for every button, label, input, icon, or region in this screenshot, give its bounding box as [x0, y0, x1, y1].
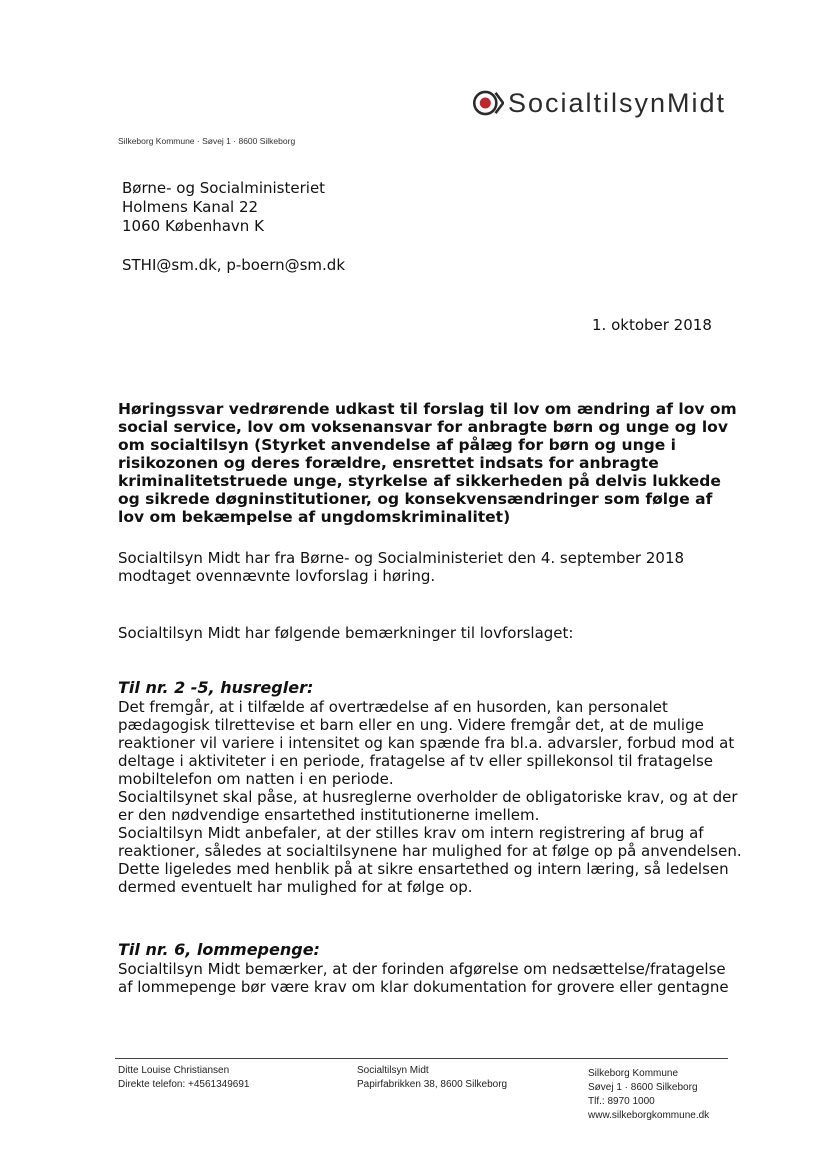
recipient-line: Børne- og Socialministeriet	[122, 179, 326, 197]
recipient-line: 1060 København K	[122, 217, 264, 235]
lead-in-paragraph: Socialtilsyn Midt har følgende bemærkninger til lovforslaget:	[118, 624, 574, 642]
footer-line: Silkeborg Kommune	[588, 1068, 679, 1079]
body-line: mobiltelefon om natten i en periode.	[118, 770, 394, 788]
body-line: deltage i aktiviteter i en periode, fratagelse af tv eller spillekonsol til fratagelse	[118, 752, 713, 770]
section-body	[118, 698, 743, 896]
socialtilsyn-logo-mark-icon	[470, 86, 504, 120]
section-heading: Til nr. 6, lommepenge:	[118, 940, 320, 959]
body-line: reaktioner vil variere i intensitet og kan spænde fra bl.a. advarsler, forbud mod at	[118, 734, 735, 752]
body-line: Socialtilsynet skal påse, at husreglerne overholder de obligatoriske krav, og at der	[118, 788, 738, 806]
body-line: dermed eventuelt har mulighed for at følge op.	[118, 878, 473, 896]
recipient-address	[122, 179, 325, 236]
intro-paragraph: Socialtilsyn Midt har fra Børne- og Socialministeriet den 4. september 2018 modtaget ovennævnte lovforslag i høring.	[118, 549, 685, 585]
footer-line: Socialtilsyn Midt	[357, 1065, 429, 1076]
footer-contact-person	[118, 1064, 250, 1092]
footer-line: Søvej 1 · 8600 Silkeborg	[588, 1082, 698, 1093]
section-body	[118, 960, 743, 996]
section-heading: Til nr. 2 -5, husregler:	[118, 678, 314, 697]
footer-divider	[115, 1058, 728, 1059]
footer-line: Papirfabrikken 38, 8600 Silkeborg	[357, 1079, 508, 1090]
recipient-email: STHI@sm.dk, p-boern@sm.dk	[122, 256, 346, 274]
logo-text: SocialtilsynMidt	[508, 87, 727, 118]
footer-line: Tlf.: 8970 1000	[588, 1096, 655, 1107]
footer-website-link[interactable]: www.silkeborgkommune.dk	[588, 1110, 710, 1121]
footer-line: Ditte Louise Christiansen	[118, 1065, 230, 1076]
body-line: er den nødvendige ensartethed institutionerne imellem.	[118, 806, 540, 824]
body-line: Det fremgår, at i tilfælde af overtrædelse af en husorden, kan personalet	[118, 698, 668, 716]
footer-municipality	[588, 1067, 709, 1123]
body-line: pædagogisk tilrettevise et barn eller en ung. Videre fremgår det, at de mulige	[118, 716, 704, 734]
sender-address-line: Silkeborg Kommune · Søvej 1 · 8600 Silkeborg	[118, 136, 296, 146]
body-line: Socialtilsyn Midt bemærker, at der forinden afgørelse om nedsættelse/fratagelse	[118, 960, 726, 978]
footer-line: Direkte telefon: +4561349691	[118, 1079, 250, 1090]
letter-subject: Høringssvar vedrørende udkast til forslag til lov om ændring af lov om social service, lov om voksenansvar for anbragte børn og unge og lov om socialtilsyn (Styrket anvendelse af pålæg for børn og unge i risikozonen og deres forældre, ensrettet indsats for anbragte kriminalitetstruede unge, styrkelse af sikkerheden på delvis lukkede og sikrede døgninstitutioner, og konsekvensændringer som følge af lov om bekæmpelse af ungdomskriminalitet)	[118, 400, 737, 526]
body-line: Dette ligeledes med henblik på at sikre ensartethed og intern læring, så ledelsen	[118, 860, 729, 878]
organization-logo	[470, 86, 726, 120]
footer-organization	[357, 1064, 507, 1092]
body-line: reaktioner, således at socialtilsynene har mulighed for at følge op på anvendelsen.	[118, 842, 742, 860]
recipient-line: Holmens Kanal 22	[122, 198, 259, 216]
letter-date: 1. oktober 2018	[592, 316, 712, 334]
body-line: af lommepenge bør være krav om klar dokumentation for grovere eller gentagne	[118, 978, 729, 996]
body-line: Socialtilsyn Midt anbefaler, at der stilles krav om intern registrering af brug af	[118, 824, 704, 842]
